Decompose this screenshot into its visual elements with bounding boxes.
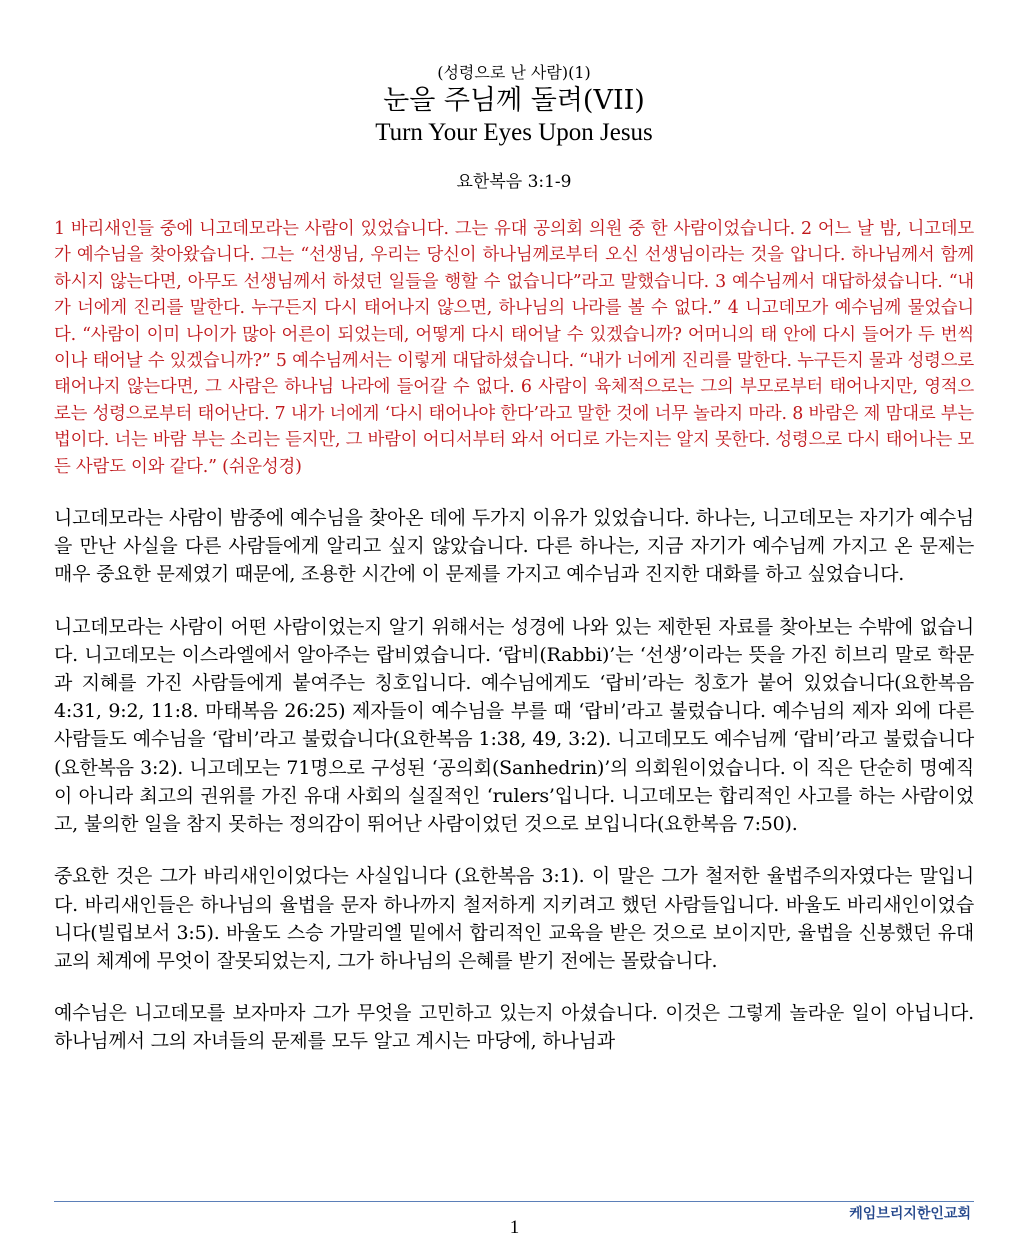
- series-label: (성령으로 난 사람)(1): [437, 63, 591, 82]
- body-paragraph-4: 예수님은 니고데모를 보자마자 그가 무엇을 고민하고 있는지 아셨습니다. 이것은 그렇게 놀라운 일이 아닙니다. 하나님께서 그의 자녀들의 문제를 모두 알고 계시는 마당에, 하나님과: [54, 1002, 974, 1053]
- scripture-passage: 1 바리새인들 중에 니고데모라는 사람이 있었습니다. 그는 유대 공의회 의원 중 한 사람이었습니다. 2 어느 날 밤, 니고데모가 예수님을 찾아왔습니다. 그는 “선생님, 우리는 당신이 하나님께로부터 오신 선생님이라는 것을 압니다. 하나님께서 함께하시지 않는다면, 아무도 선생님께서 하셨던 일들을 행할 수 없습니다”라고 말했습니다. 3 예수님께서 대답하셨습니다. “내가 너에게 진리를 말한다. 누구든지 다시 태어나지 않으면, 하나님의 나라를 볼 수 없다.” 4 니고데모가 예수님께 물었습니다. “사람이 이미 나이가 많아 어른이 되었는데, 어떻게 다시 태어날 수 있겠습니까? 어머니의 태 안에 다시 들어가 두 번씩이나 태어날 수 있겠습니까?” 5 예수님께서는 이렇게 대답하셨습니다. “내가 너에게 진리를 말한다. 누구든지 물과 성령으로 태어나지 않는다면, 그 사람은 하나님 나라에 들어갈 수 없다. 6 사람이 육체적으로는 그의 부모로부터 태어나지만, 영적으로는 성령으로부터 태어난다. 7 내가 너에게 ‘다시 태어나야 한다’라고 말한 것에 너무 놀라지 마라. 8 바람은 제 맘대로 부는 법이다. 너는 바람 부는 소리는 듣지만, 그 바람이 어디서부터 와서 어디로 가는지는 알지 못한다. 성령으로 다시 태어나는 모든 사람도 이와 같다.” (쉬운성경): [54, 219, 974, 477]
- scripture-reference: 요한복음 3:1-9: [456, 172, 572, 192]
- page-number: 1: [509, 1217, 520, 1238]
- body-paragraph-3: 중요한 것은 그가 바리새인이었다는 사실입니다 (요한복음 3:1). 이 말은 그가 철저한 율법주의자였다는 말입니다. 바리새인들은 하나님의 율법을 문자 하나까지 철저하게 지키려고 했던 사람들입니다. 바울도 바리새인이었습니다(빌립보서 3:5). 바울도 스승 가말리엘 밑에서 합리적인 교육을 받은 것으로 보이지만, 율법을 신봉했던 유대교의 체계에 무엇이 잘못되었는지, 그가 하나님의 은혜를 받기 전에는 몰랐습니다.: [54, 865, 974, 972]
- sermon-subtitle: Turn Your Eyes Upon Jesus: [375, 119, 653, 146]
- body-paragraph-2: 니고데모라는 사람이 어떤 사람이었는지 알기 위해서는 성경에 나와 있는 제한된 자료를 찾아보는 수밖에 없습니다. 니고데모는 이스라엘에서 알아주는 랍비였습니다. ‘랍비(Rabbi)’는 ‘선생’이라는 뜻을 가진 히브리 말로 학문과 지혜를 가진 사람들에게 붙여주는 칭호입니다. 예수님에게도 ‘랍비’라는 칭호가 붙어 있었습니다(요한복음 4:31, 9:2, 11:8. 마태복음 26:25) 제자들이 예수님을 부를 때 ‘랍비’라고 불렀습니다. 예수님의 제자 외에 다른 사람들도 예수님을 ‘랍비’라고 불렀습니다(요한복음 1:38, 49, 3:2). 니고데모도 예수님께 ‘랍비’라고 불렀습니다(요한복음 3:2). 니고데모는 71명으로 구성된 ‘공의회(Sanhedrin)’의 의회원이었습니다. 이 직은 단순히 명예직이 아니라 최고의 권위를 가진 유대 사회의 실질적인 ‘rulers’입니다. 니고데모는 합리적인 사고를 하는 사람이었고, 불의한 일을 참지 못하는 정의감이 뛰어난 사람이었던 것으로 보입니다(요한복음 7:50).: [54, 615, 974, 836]
- footer-rule: [54, 1201, 974, 1202]
- church-name: 케임브리지한인교회: [849, 1206, 971, 1222]
- body-paragraph-1: 니고데모라는 사람이 밤중에 예수님을 찾아온 데에 두가지 이유가 있었습니다. 하나는, 니고데모는 자기가 예수님을 만난 사실을 다른 사람들에게 알리고 싶지 않았습니다. 다른 하나는, 지금 자기가 예수님께 가지고 온 문제는 매우 중요한 문제였기 때문에, 조용한 시간에 이 문제를 가지고 예수님과 진지한 대화를 하고 싶었습니다.: [54, 507, 974, 586]
- sermon-header: [54, 62, 974, 194]
- sermon-title: 눈을 주님께 돌려(VII): [383, 85, 645, 116]
- document-page: [54, 62, 974, 1056]
